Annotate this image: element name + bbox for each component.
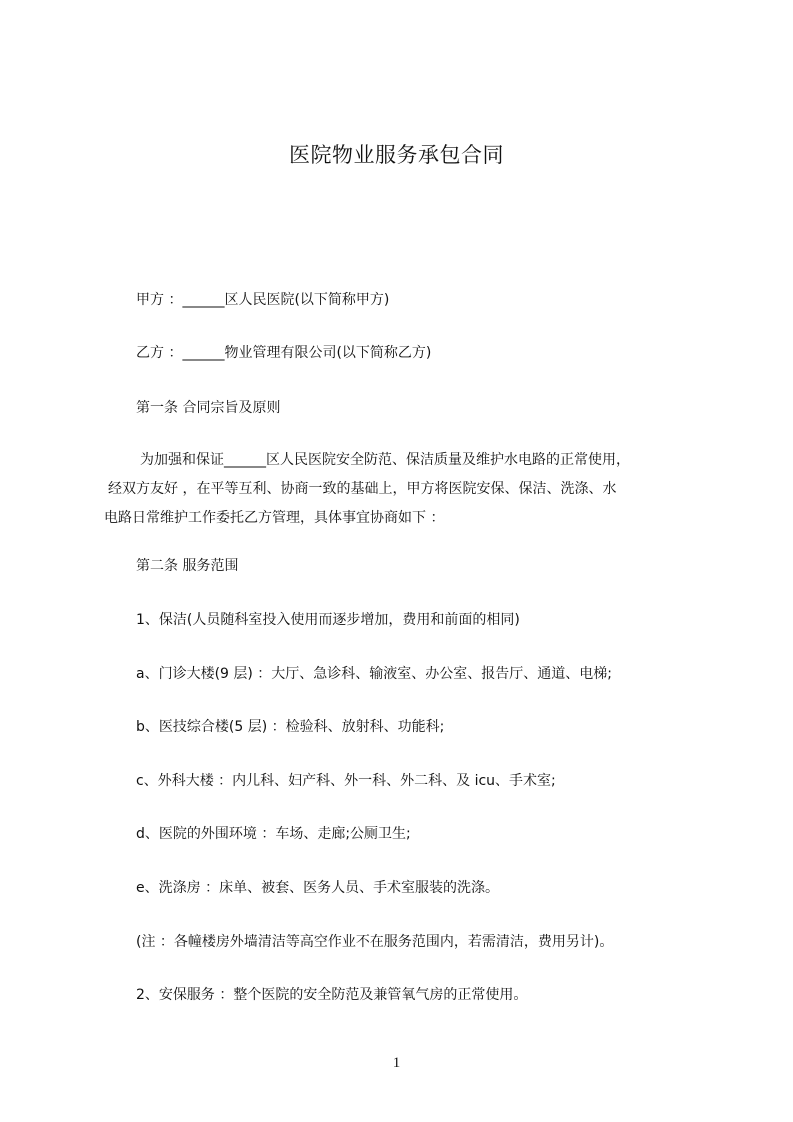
list-item: 2、安保服务 ：整个医院的安全防范及兼管氧气房的正常使用。 bbox=[136, 987, 528, 1003]
article-1-line-1: 为加强和保证______区人民医院安全防范、保洁质量及维护水电路的正常使用， bbox=[140, 452, 630, 468]
article-1-line-2: 经双方友好 ，在平等互利、协商一致的基础上，甲方将医院安保、保洁、洗涤、水 bbox=[108, 481, 617, 497]
article-1-paragraph bbox=[104, 446, 704, 533]
list-item: a、门诊大楼(9 层) ：大厅、急诊科、输液室、办公室、报告厅、通道、电梯; bbox=[136, 666, 613, 682]
page-number: 1 bbox=[392, 1055, 401, 1071]
article-2-heading: 第二条 服务范围 bbox=[136, 558, 239, 574]
list-item: b、医技综合楼(5 层) ：检验科、放射科、功能科; bbox=[136, 719, 445, 735]
list-item: e、洗涤房 ：床单、被套、医务人员、手术室服装的洗涤。 bbox=[136, 880, 500, 896]
list-item: d、医院的外围环境 ：车场、走廊;公厕卫生; bbox=[136, 826, 411, 842]
party-a-line: 甲方 ：______区人民医院(以下简称甲方) bbox=[136, 292, 390, 308]
list-item: c、外科大楼 ：内儿科、妇产科、外一科、外二科、及 icu、手术室; bbox=[136, 773, 556, 789]
party-b-line: 乙方 ：______物业管理有限公司(以下简称乙方) bbox=[136, 345, 432, 361]
list-item: 1、保洁(人员随科室投入使用而逐步增加，费用和前面的相同) bbox=[136, 612, 520, 628]
article-1-line-3: 电路日常维护工作委托乙方管理，具体事宜协商如下 ： bbox=[104, 510, 445, 526]
article-1-heading: 第一条 合同宗旨及原则 bbox=[136, 400, 281, 416]
note-line: (注 ：各幢楼房外墙清洁等高空作业不在服务范围内，若需清洁，费用另计)。 bbox=[136, 934, 614, 950]
document-title: 医院物业服务承包合同 bbox=[289, 143, 504, 167]
